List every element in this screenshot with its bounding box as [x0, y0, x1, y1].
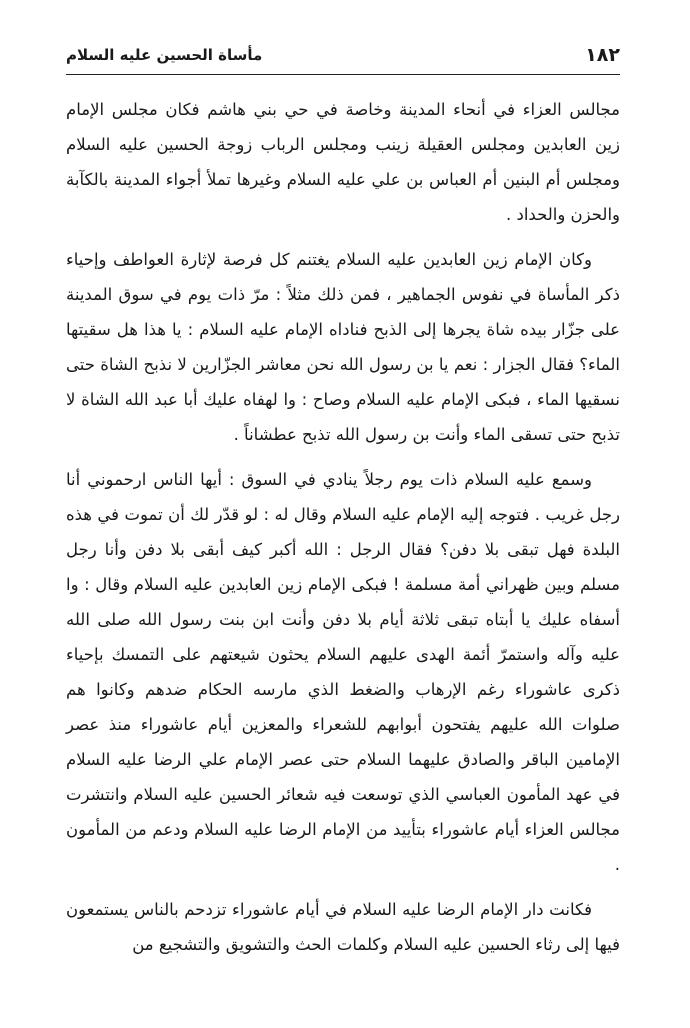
paragraph: فكانت دار الإمام الرضا عليه السلام في أيام عاشوراء تزدحم بالناس يستمعون فيها إلى رثاء الحسين عليه السلام وكلمات الحث والتشويق والتشجيع من: [66, 900, 620, 954]
page-number: ١٨٢: [585, 44, 620, 66]
paragraph: وسمع عليه السلام ذات يوم رجلاً ينادي في السوق : أيها الناس ارحموني أنا رجل غريب . فتوجه إليه الإمام عليه السلام وقال له : لو قدّر لك أن تموت في هذه البلدة فهل تبقى بلا دفن؟ فقال الرجل : الله أكبر كيف أبقى بلا دفن وأنا رجل مسلم وبين ظهراني أمة مسلمة ! فبكى الإمام زين العابدين عليه السلام وقال : وا أسفاه عليك يا أبتاه تبقى ثلاثة أيام بلا دفن وأنت ابن بنت رسول الله صلى الله عليه وآله واستمرّ أئمة الهدى عليهم السلام يحثون شيعتهم على التمسك بإحياء ذكرى عاشوراء رغم الإرهاب والضغط الذي مارسه الحكام ضدهم وكانوا هم صلوات الله عليهم يفتحون أبوابهم للشعراء والمعزين أيام عاشوراء منذ عصر الإمامين الباقر والصادق عليهما السلام حتى عصر الإمام علي الرضا عليه السلام في عهد المأمون العباسي الذي توسعت فيه شعائر الحسين عليه السلام وانتشرت مجالس العزاء أيام عاشوراء بتأييد من الإمام الرضا عليه السلام ودعم من المأمون .: [66, 470, 620, 874]
paragraph: مجالس العزاء في أنحاء المدينة وخاصة في حي بني هاشم فكان مجلس الإمام زين العابدين ومجلس العقيلة زينب ومجلس الرباب زوجة الحسين عليه السلام ومجلس أم البنين أم العباس بن علي عليه السلام وغيرها تملأ أجواء المدينة بالكآبة والحزن والحداد .: [66, 100, 620, 224]
page-header: [66, 40, 620, 75]
body-text: [66, 92, 620, 972]
running-title: مأساة الحسين عليه السلام: [66, 46, 263, 64]
paragraph: وكان الإمام زين العابدين عليه السلام يغتنم كل فرصة لإثارة العواطف وإحياء ذكر المأساة في نفوس الجماهير ، فمن ذلك مثلاً : مرّ ذات يوم في سوق المدينة على جزّار بيده شاة يجرها إلى الذبح فناداه الإمام عليه السلام : يا هذا هل سقيتها الماء؟ فقال الجزار : نعم يا بن رسول الله نحن معاشر الجزّارين لا نذبح الشاة حتى نسقيها الماء ، فبكى الإمام عليه السلام وصاح : وا لهفاه عليك أبا عبد الله الشاة لا تذبح حتى تسقى الماء وأنت بن رسول الله تذبح عطشاناً .: [66, 250, 620, 444]
